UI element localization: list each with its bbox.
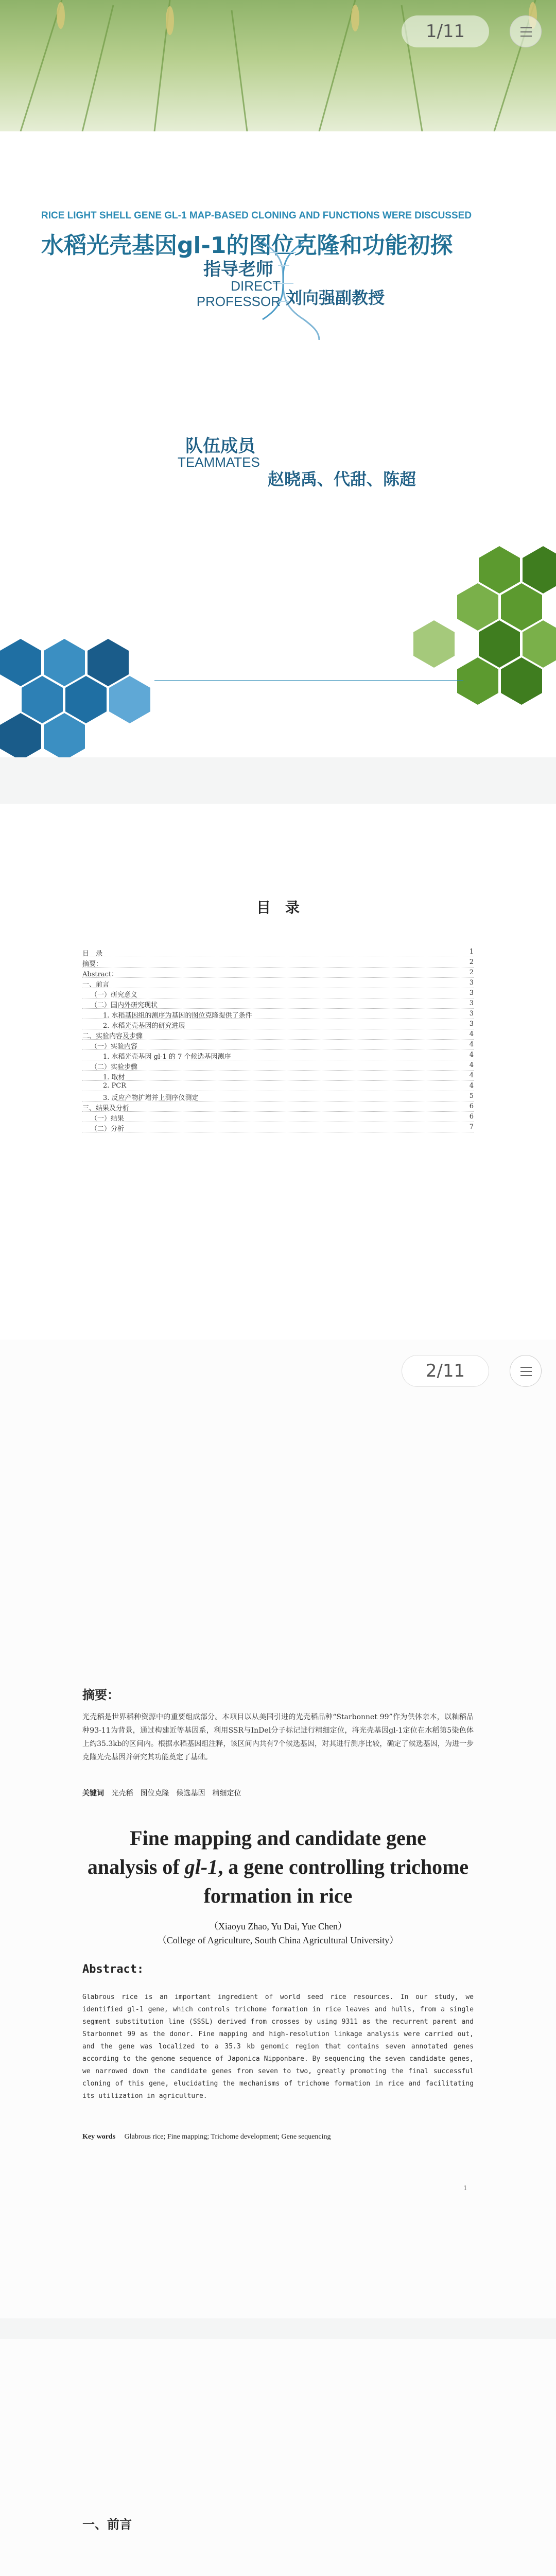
- toc-entry-page: 4: [469, 1051, 474, 1059]
- advisor-label-cn: 指导老师: [203, 259, 273, 280]
- toc-entry-title: Abstract：: [82, 971, 118, 978]
- toc-entry-title: 1. 水稻光壳基因 gl-1 的 7 个候选基因测序: [103, 1053, 231, 1061]
- toc-entry-page: 2: [469, 969, 474, 976]
- toc-entry-title: 一、前言: [82, 981, 110, 989]
- toc-entry-title: 三、结果及分析: [82, 1105, 130, 1112]
- hex-decoration: [501, 657, 542, 705]
- toc-entry-page: 3: [469, 999, 474, 1007]
- toc-entry[interactable]: [82, 1082, 474, 1091]
- toc-entry[interactable]: [82, 979, 474, 988]
- toc-entry-title: （一）实验内容: [91, 1043, 138, 1050]
- advisor-name: 刘向强副教授: [286, 288, 385, 308]
- hex-decoration: [523, 546, 556, 594]
- toc-entry[interactable]: [82, 1103, 474, 1112]
- toc-entry-title: 2. PCR: [103, 1082, 127, 1090]
- keywords-cn-label: 关键词: [82, 1789, 104, 1798]
- toc-entry-page: 4: [469, 1061, 474, 1069]
- toc-entry-title: （二）分析: [91, 1125, 125, 1133]
- toc-entry[interactable]: [82, 1020, 474, 1029]
- toc-entry[interactable]: [82, 948, 474, 957]
- toc-entry-page: 1: [469, 948, 474, 956]
- advisor-label-en-2: PROFESSOR: [196, 294, 281, 309]
- hex-decoration: [0, 639, 41, 686]
- hex-decoration: [65, 676, 107, 723]
- team-label-cn: 队伍成员: [185, 436, 255, 456]
- hex-decoration: [88, 639, 129, 686]
- toc-entry-page: 4: [469, 1030, 474, 1038]
- toc-entry[interactable]: [82, 1061, 474, 1071]
- paper-title-line-2: analysis of gl-1, a gene controlling trichome: [87, 1855, 469, 1878]
- hex-decoration: [523, 620, 556, 668]
- toc-title: 目 录: [256, 899, 300, 916]
- toc-entry[interactable]: [82, 1072, 474, 1081]
- toc-entry-page: 6: [469, 1113, 474, 1121]
- toc-entry[interactable]: [82, 1051, 474, 1060]
- subtitle-en: RICE LIGHT SHELL GENE GL-1 MAP-BASED CLONING AND FUNCTIONS WERE DISCUSSED: [41, 210, 472, 221]
- abstract-cn-text: 光壳稻是世界稻种资源中的重要组成部分。本项目以从美国引进的光壳稻品种“Starbonnet 99”作为供体亲本，以籼稻品种93-11为背景，通过构建近等基因系，利用SSR与InDel分子标记进行精细定位，将光壳基因gl-1定位在水稻第5染色体上约35.3kb的区间内。根据水稻基因组注释，该区间内共有7个候选基因，对其进行测序比较，确定了候选基因，为进一步克隆光壳基因并研究其功能奠定了基础。: [82, 1713, 474, 1761]
- toc-entry-title: （二）实验步骤: [91, 1063, 138, 1071]
- hex-decoration: [479, 546, 520, 594]
- toc-entry-title: 1. 水稻基因组的测序为基因的图位克隆提供了条件: [103, 1012, 252, 1020]
- toc-entry-page: 3: [469, 979, 474, 987]
- page-indicator: 1/11: [402, 15, 489, 47]
- hex-decoration: [457, 583, 498, 631]
- toc-entry[interactable]: [82, 1041, 474, 1050]
- keywords-en-label: Key words: [82, 2133, 116, 2141]
- keywords-cn: [82, 1788, 474, 1798]
- hex-decoration: [44, 713, 85, 757]
- toc-entry[interactable]: [82, 969, 474, 978]
- hex-decoration: [457, 657, 498, 705]
- bottom-accent-line: [154, 680, 463, 681]
- toc-entry-title: （一）研究意义: [91, 991, 138, 999]
- toc-entry[interactable]: [82, 1030, 474, 1040]
- keywords-en: [82, 2133, 474, 2141]
- keywords-en-text: Glabrous rice; Fine mapping; Trichome development; Gene sequencing: [124, 2133, 331, 2141]
- toc-entry-title: 摘要：: [82, 960, 103, 968]
- menu-icon[interactable]: [510, 1355, 542, 1387]
- page-indicator: 2/11: [402, 1355, 489, 1387]
- page-number: 1: [463, 2184, 467, 2192]
- toc-entry[interactable]: [82, 1010, 474, 1019]
- hex-decoration: [479, 620, 520, 668]
- hex-decoration: [0, 713, 41, 757]
- hex-decoration: [501, 583, 542, 631]
- abstract-cn-label: 摘要：: [82, 1688, 119, 1702]
- toc-entry[interactable]: [82, 1123, 474, 1132]
- hex-decoration: [413, 620, 455, 668]
- title-cn: 水稻光壳基因gl-1的图位克隆和功能初探: [41, 232, 453, 259]
- hex-decoration: [22, 676, 63, 723]
- toc-entry-page: 4: [469, 1072, 474, 1079]
- toc-entry-title: （二）国内外研究现状: [91, 1002, 158, 1009]
- toc-entry[interactable]: [82, 989, 474, 998]
- toc-entry-page: 4: [469, 1041, 474, 1048]
- advisor-label-en-1: DIRECT: [231, 278, 281, 294]
- slide-abstract: [0, 1340, 556, 2318]
- toc-entry-page: 2: [469, 958, 474, 966]
- slide-toc: [0, 804, 556, 1345]
- toc-entry-page: 3: [469, 1020, 474, 1028]
- toc-entry-page: 3: [469, 989, 474, 997]
- toc-entry[interactable]: [82, 958, 474, 968]
- team-label-en: TEAMMATES: [178, 454, 260, 470]
- paper-title-en: [82, 1824, 474, 1910]
- paper-title-line-1: Fine mapping and candidate gene: [130, 1826, 426, 1850]
- slide-cover: [0, 0, 556, 757]
- toc-entry-title: 3. 反应产物扩增并上测序仪测定: [103, 1094, 199, 1102]
- toc-entry-page: 5: [469, 1092, 474, 1100]
- toc-entry-title: 二、实验内容及步骤: [82, 1032, 143, 1040]
- menu-icon[interactable]: [510, 15, 542, 47]
- toc-entry-page: 7: [469, 1123, 474, 1131]
- toc-entry[interactable]: [82, 999, 474, 1009]
- affiliation: （College of Agriculture, South China Agricultural University）: [157, 1935, 399, 1945]
- toc-entry-title: 2. 水稻光壳基因的研究进展: [103, 1022, 185, 1030]
- hex-decoration: [44, 639, 85, 686]
- toc-entry-page: 3: [469, 1010, 474, 1018]
- toc-entry[interactable]: [82, 1113, 474, 1122]
- hex-decoration: [109, 676, 150, 723]
- toc-entry-title: 目 录: [82, 950, 103, 958]
- section-title: 一、前言: [82, 2517, 132, 2532]
- keywords-cn-text: 光壳稻 图位克隆 候选基因 精细定位: [111, 1789, 241, 1798]
- toc-entry-title: 1. 取材: [103, 1074, 125, 1081]
- authors: （Xiaoyu Zhao, Yu Dai, Yue Chen）: [208, 1921, 348, 1931]
- team-names: 赵晓禹、代甜、陈超: [268, 469, 416, 489]
- toc-entry-page: 6: [469, 1103, 474, 1110]
- toc-entry-page: 4: [469, 1082, 474, 1090]
- abstract-en-label: Abstract:: [82, 1963, 144, 1976]
- paper-title-line-3: formation in rice: [203, 1884, 353, 1907]
- slide-introduction: [0, 2339, 556, 2576]
- toc-entry-title: （一）结果: [91, 1115, 125, 1123]
- toc-entry[interactable]: [82, 1092, 474, 1101]
- abstract-en-text: Glabrous rice is an important ingredient of world seed rice resources. In our study, we identified gl-1 gene, which controls trichome formation in rice leaves and hulls, from a single segment substitution line (SSSL) derived from crosses by using 9311 as the recurrent parent and Starbonnet 99 as the donor. Fine mapping and high-resolution linkage analysis were carried out, and the gene was localized to a 35.3 kb genomic region that contains seven annotated genes according to the genome sequence of Japonica Nipponbare. By sequencing the seven candidate genes, we narrowed down the candidate genes from seven to two, greatly promoting the final successful cloning of this gene, elucidating the mechanisms of trichome formation in rice and facilitating its utilization in agriculture.: [82, 1993, 474, 2100]
